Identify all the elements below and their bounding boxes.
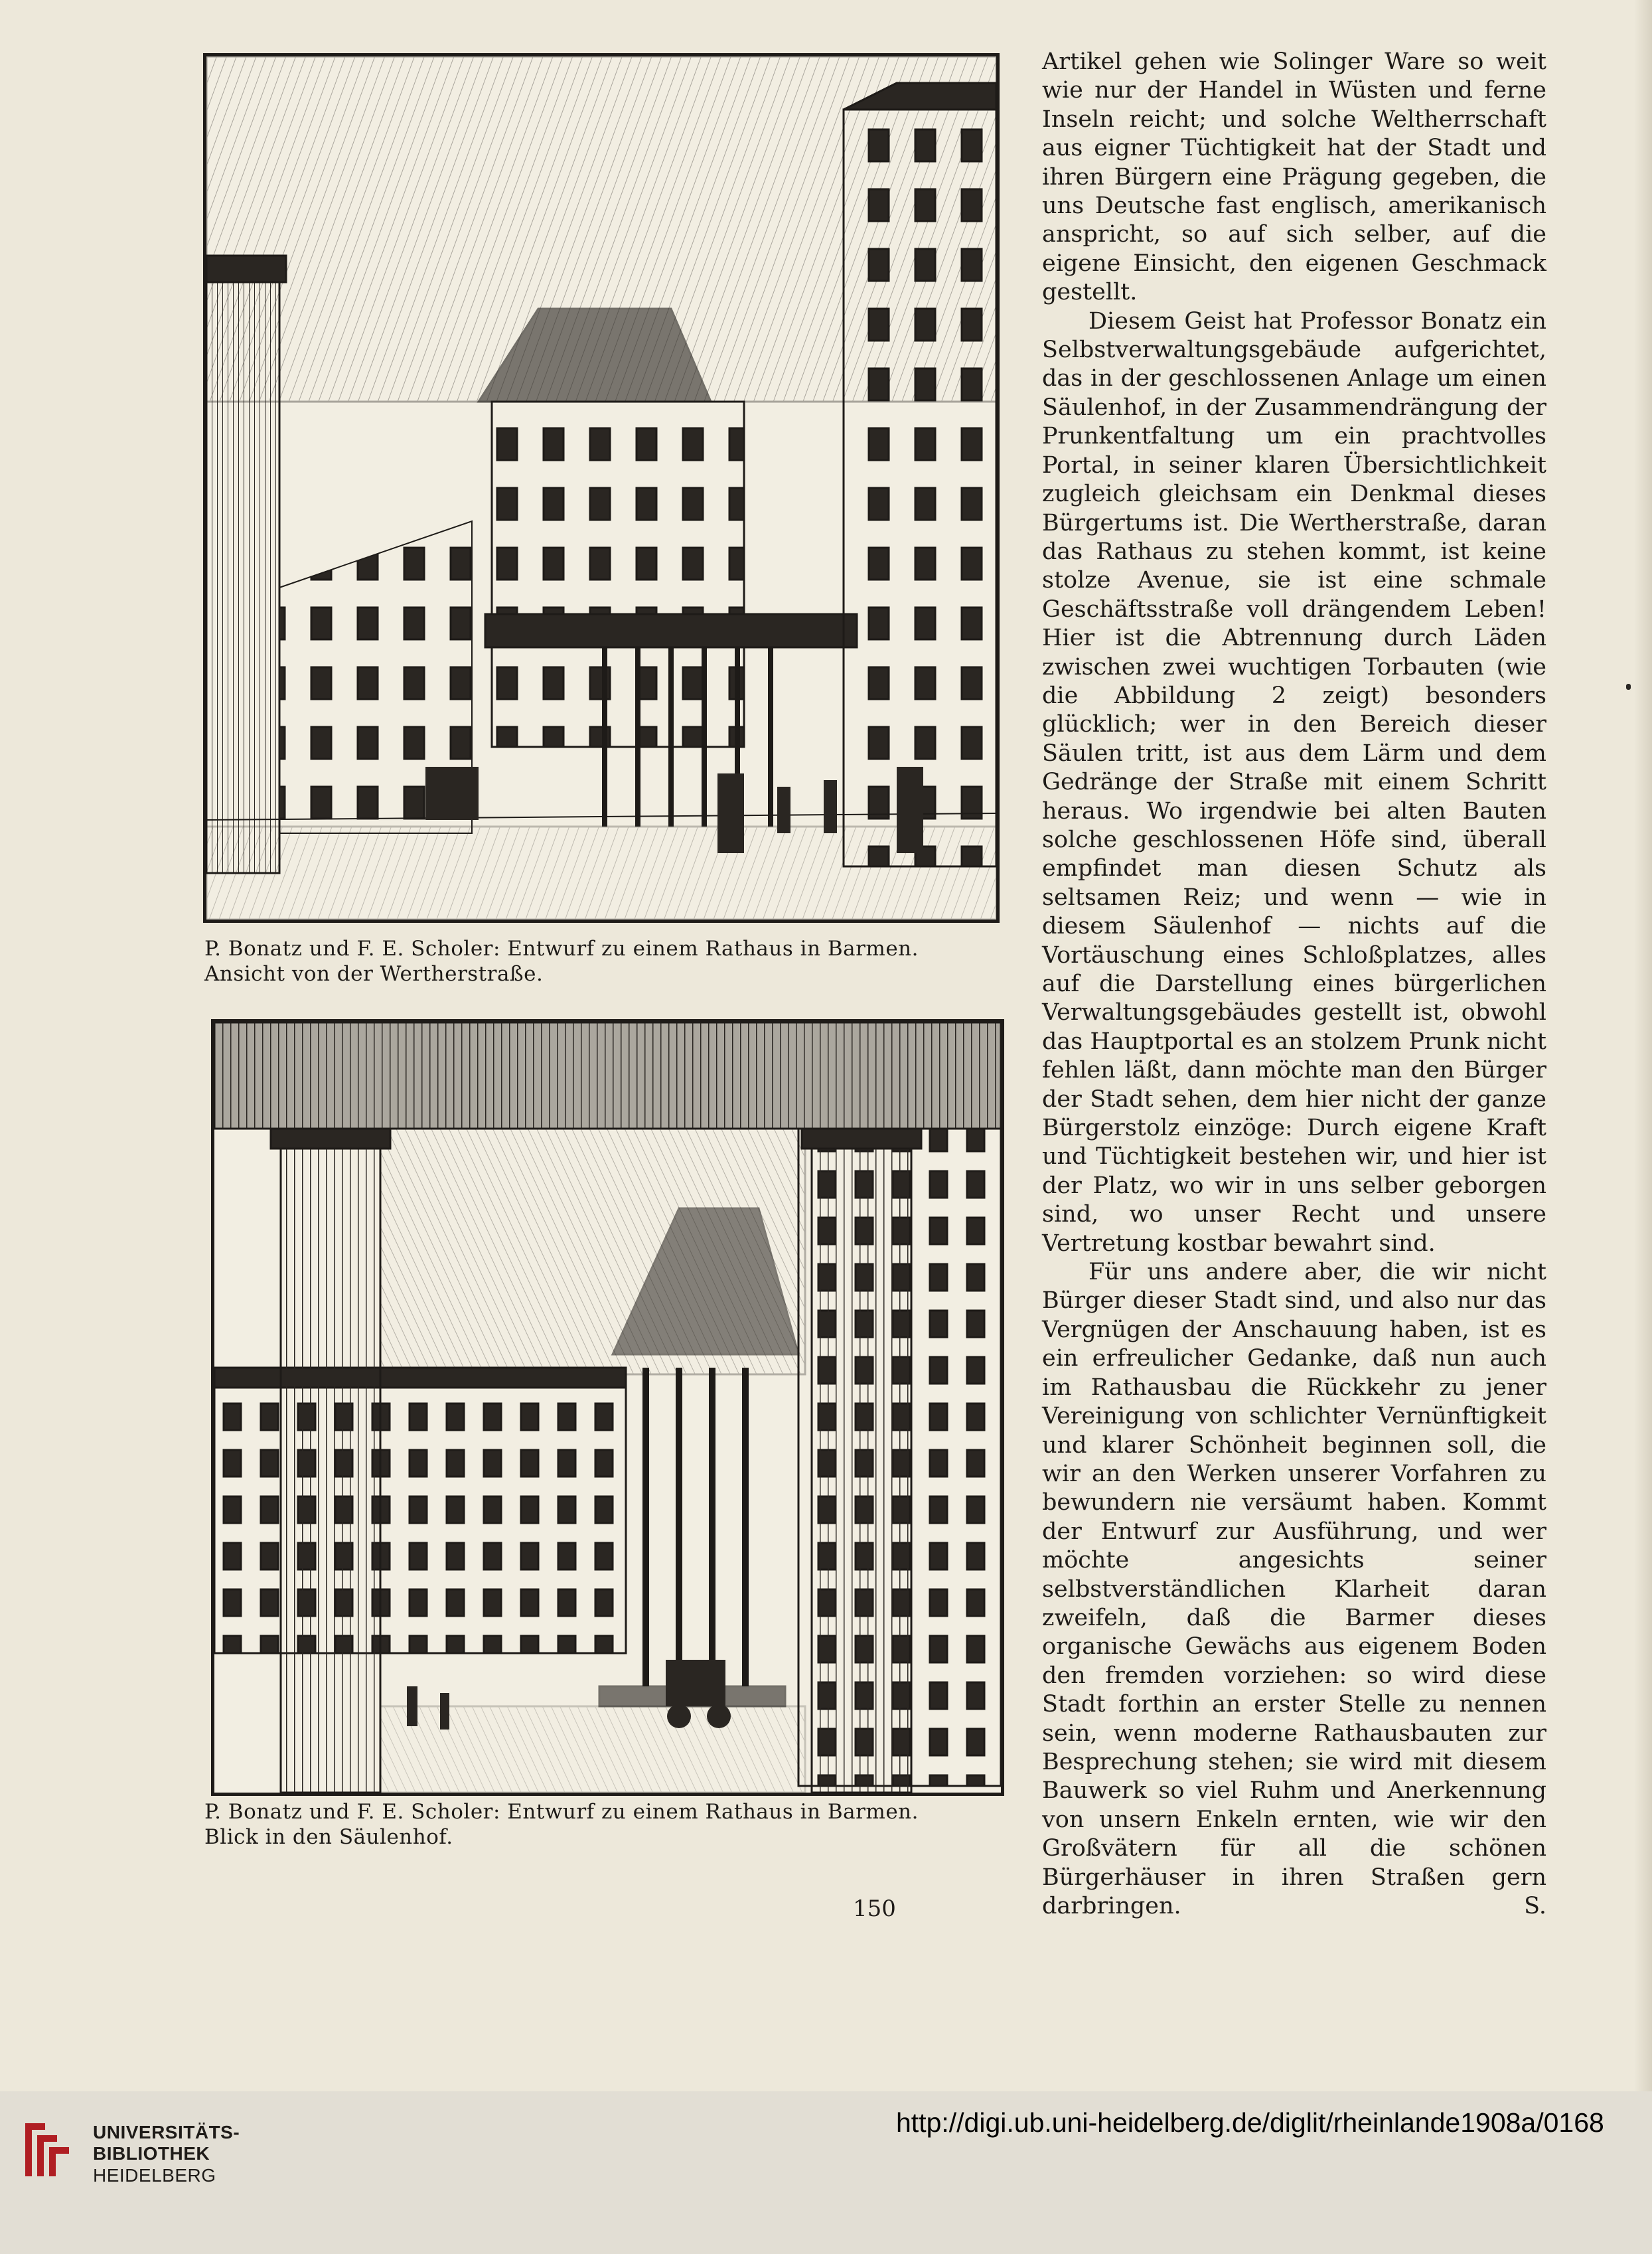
org-name-line2: BIBLIOTHEK (93, 2143, 210, 2164)
paragraph-3: Für uns andere aber, die wir nicht Bürger dieser Stadt sind, und also nur das Vergnügen der Anschauung haben, ist es ein erfreulicher Gedanke, daß nun auch im Rathausbau die Rückkehr zu jener Vereinigung von schlichter Vernünftigkeit und klarer Schönheit beginnen soll, die wir an den Werken unserer Vorfahren zu bewundern nie versäumt haben. Kommt der Entwurf zur Ausführung, und wer möchte angesichts seiner selbstverständlichen Klarheit daran zweifeln, daß die Barmer dieses organische Gewächs aus eigenem Boden den fremden vorziehen: so wird diese Stadt forthin an erster Stelle zu nennen sein, wenn moderne Rathausbauten zur Besprechung stehen; sie wird mit diesem Bauwerk so viel Ruhm und Anerkennung von unsern Enkeln ernten, wie wir den Großvätern für all die schönen Bürgerhäuser in ihren Straßen gern darbringen. S. (1042, 1259, 1546, 1919)
library-logo-icon (19, 2117, 85, 2183)
org-name-line3: HEIDELBERG (93, 2165, 216, 2186)
page-edge (1634, 0, 1652, 2091)
caption-top (204, 936, 919, 987)
caption-bottom (204, 1799, 919, 1850)
caption-top-line2: Ansicht von der Wertherstraße. (204, 962, 544, 986)
page-number: 150 (853, 1895, 896, 1922)
source-url-link[interactable]: http://digi.ub.uni-heidelberg.de/diglit/rheinlande1908a/0168 (896, 2107, 1604, 2138)
text-column (1042, 48, 1546, 1921)
illustration-street-view (203, 53, 1000, 923)
caption-bottom-line2: Blick in den Säulenhof. (204, 1825, 453, 1849)
caption-bottom-line1: P. Bonatz und F. E. Scholer: Entwurf zu einem Rathaus in Barmen. (204, 1800, 919, 1824)
org-name-line1: UNIVERSITÄTS- (93, 2122, 240, 2142)
illustration-courtyard (211, 1019, 1004, 1796)
paragraph-1: Artikel gehen wie Solinger Ware so weit wie nur der Handel in Wüsten und ferne Inseln reicht; und solche Weltherrschaft aus eigner Tüchtigkeit hat der Stadt und ihren Bürgern eine Prägung gegeben, die uns Deutsche fast englisch, amerikanisch anspricht, so auf sich selber, auf die eigene Einsicht, den eigenen Geschmack gestellt. (1042, 48, 1546, 306)
paragraph-2: Diesem Geist hat Professor Bonatz ein Selbstverwaltungsgebäude aufgerichtet, das in der geschlossenen Anlage um einen Säulenhof, in der Zusammendrängung der Prunkentfaltung um ein prachtvolles Portal, in seiner klaren Übersichtlichkeit zugleich gleichsam ein Denkmal dieses Bürgertums ist. Die Wertherstraße, daran das Rathaus zu stehen kommt, ist keine stolze Avenue, sie ist eine schmale Geschäftsstraße voll drängendem Leben! Hier ist die Abtrennung durch Läden zwischen zwei wuchtigen Torbauten (wie die Abbildung 2 zeigt) besonders glücklich; wer in den Bereich dieser Säulen tritt, ist aus dem Lärm und dem Gedränge der Straße mit einem Schritt heraus. Wo irgendwie bei alten Bauten solche geschlossenen Höfe sind, überall empfindet man diesen Schutz als seltsamen Reiz; und wenn — wie in diesem Säulenhof — nichts auf die Vortäuschung eines Schloßplatzes, alles auf die Darstellung eines bürgerlichen Verwaltungsgebäudes gestellt ist, obwohl das Hauptportal es an stolzem Prunk nicht fehlen läßt, dann möchte man den Bürger der Stadt sehen, dem hier nicht der ganze Bürgerstolz einzöge: Durch eigene Kraft und Tüchtigkeit bestehen wir, und hier ist der Platz, wo wir in uns selber geborgen sind, wo unser Recht und unsere Vertretung kostbar bewahrt sind. (1042, 307, 1546, 1257)
caption-top-line1: P. Bonatz und F. E. Scholer: Entwurf zu einem Rathaus in Barmen. (204, 937, 919, 961)
margin-mark (1626, 684, 1631, 690)
